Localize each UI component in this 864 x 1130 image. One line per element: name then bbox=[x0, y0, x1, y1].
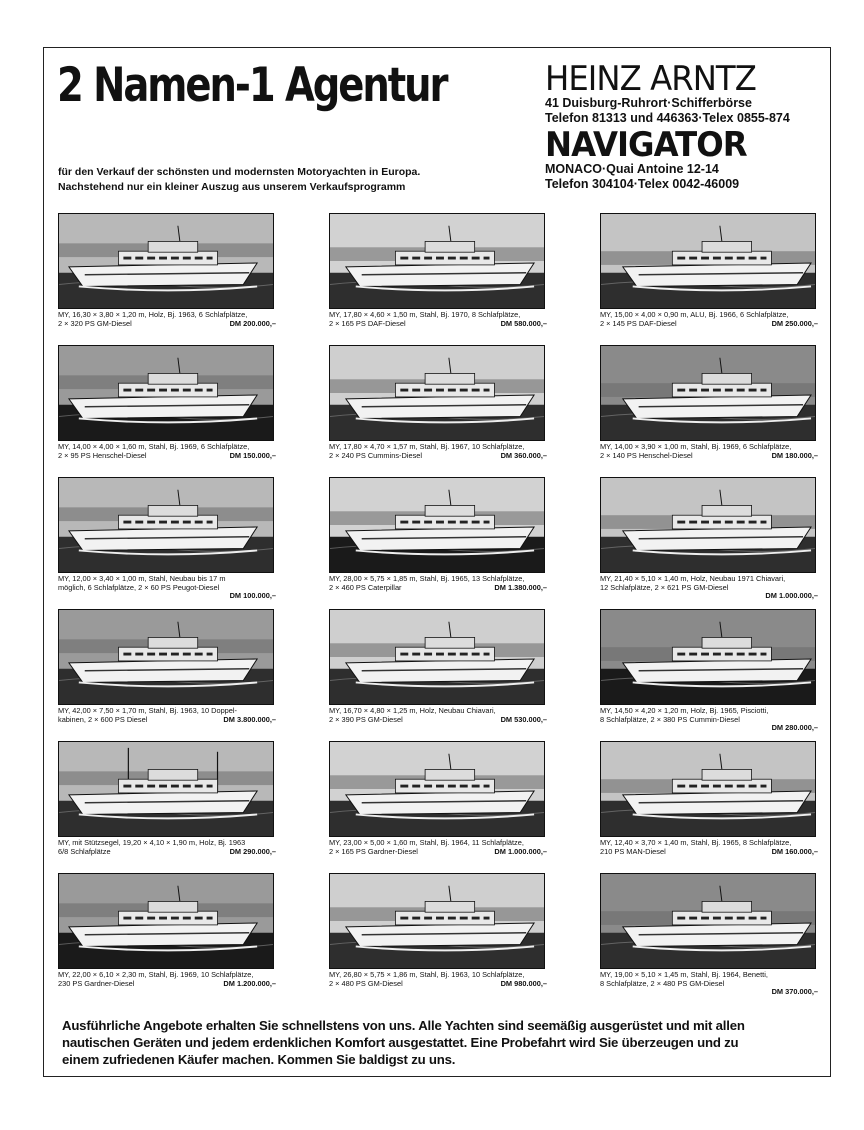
footer-line: nautischen Geräten und jedem erdenklichen Komfort ausgestattet. Eine Probefahrt wird Sie überzeugen und zu bbox=[62, 1035, 739, 1050]
caption-line: MY, 17,80 × 4,60 × 1,50 m, Stahl, Bj. 1970, 8 Schlafplätze, bbox=[329, 310, 521, 319]
yacht-photo bbox=[329, 609, 545, 705]
yacht-photo bbox=[58, 741, 274, 837]
price: DM 1.200.000,– bbox=[223, 978, 276, 988]
yacht-listing bbox=[600, 477, 818, 601]
caption-line: 12 Schlafplätze, 2 × 621 PS GM-Diesel bbox=[600, 582, 729, 592]
yacht-photo bbox=[600, 345, 816, 441]
headline: 2 Namen-1 Agentur bbox=[57, 58, 447, 113]
agency-navigator bbox=[545, 125, 757, 192]
yacht-listing bbox=[600, 873, 818, 997]
price: DM 1.000.000,– bbox=[494, 846, 547, 856]
yacht-listing bbox=[58, 873, 276, 988]
caption-line: MY, 26,80 × 5,75 × 1,86 m, Stahl, Bj. 1963, 10 Schlafplätze, bbox=[329, 970, 525, 979]
intro-line: für den Verkauf der schönsten und modernsten Motoryachten in Europa. bbox=[58, 166, 421, 178]
caption-row bbox=[329, 320, 547, 329]
footer-text bbox=[62, 1017, 822, 1068]
yacht-caption bbox=[329, 707, 547, 724]
caption-line: 230 PS Gardner-Diesel bbox=[58, 978, 135, 988]
yacht-listing bbox=[329, 477, 547, 592]
yacht-caption bbox=[58, 575, 276, 601]
yacht-photo bbox=[58, 213, 274, 309]
caption-line: MY, mit Stützsegel, 19,20 × 4,10 × 1,90 m, Holz, Bj. 1963 bbox=[58, 838, 246, 847]
price: DM 360.000,– bbox=[500, 450, 547, 460]
caption-line: 2 × 165 PS DAF-Diesel bbox=[329, 318, 406, 328]
intro-line: Nachstehend nur ein kleiner Auszug aus unserem Verkaufsprogramm bbox=[58, 181, 406, 193]
price: DM 1.380.000,– bbox=[494, 582, 547, 592]
caption-line: 210 PS MAN-Diesel bbox=[600, 846, 666, 856]
yacht-photo bbox=[329, 213, 545, 309]
agency-name: HEINZ ARNTZ bbox=[545, 59, 756, 99]
caption-row bbox=[58, 980, 276, 989]
caption-line: 8 Schlafplätze, 2 × 380 PS Cummin-Diesel bbox=[600, 714, 740, 724]
yacht-caption bbox=[600, 839, 818, 856]
caption-row bbox=[58, 452, 276, 461]
yacht-photo bbox=[58, 345, 274, 441]
price: DM 370.000,– bbox=[771, 987, 818, 997]
intro-text bbox=[58, 165, 420, 195]
caption-line: 2 × 145 PS DAF-Diesel bbox=[600, 318, 677, 328]
price: DM 530.000,– bbox=[500, 714, 547, 724]
yacht-listing bbox=[329, 213, 547, 328]
caption-row bbox=[329, 980, 547, 989]
yacht-photo bbox=[329, 873, 545, 969]
caption-line: MY, 22,00 × 6,10 × 2,30 m, Stahl, Bj. 1969, 10 Schlafplätze, bbox=[58, 970, 254, 979]
yacht-caption bbox=[329, 443, 547, 460]
caption-row bbox=[329, 452, 547, 461]
caption-line: MY, 12,00 × 3,40 × 1,00 m, Stahl, Neubau bis 17 m bbox=[58, 574, 226, 583]
caption-row bbox=[329, 848, 547, 857]
caption-line: MY, 19,00 × 5,10 × 1,45 m, Stahl, Bj. 1964, Benetti, bbox=[600, 970, 768, 979]
caption-line: 2 × 390 PS GM-Diesel bbox=[329, 714, 403, 724]
caption-line: 8 Schlafplätze, 2 × 480 PS GM-Diesel bbox=[600, 978, 725, 988]
caption-row bbox=[329, 716, 547, 725]
caption-line: MY, 14,00 × 4,00 × 1,60 m, Stahl, Bj. 1969, 6 Schlafplätze, bbox=[58, 442, 250, 451]
yacht-photo bbox=[58, 477, 274, 573]
caption-line: 2 × 320 PS GM-Diesel bbox=[58, 318, 132, 328]
caption-line: 2 × 460 PS Caterpillar bbox=[329, 582, 402, 592]
yacht-caption bbox=[329, 839, 547, 856]
yacht-listing bbox=[600, 345, 818, 460]
caption-line: 2 × 165 PS Gardner-Diesel bbox=[329, 846, 418, 856]
yacht-photo bbox=[329, 345, 545, 441]
price: DM 250.000,– bbox=[771, 318, 818, 328]
yacht-photo bbox=[600, 609, 816, 705]
yacht-caption bbox=[600, 443, 818, 460]
yacht-listing bbox=[58, 477, 276, 601]
caption-line: MY, 15,00 × 4,00 × 0,90 m, ALU, Bj. 1966, 6 Schlafplätze, bbox=[600, 310, 789, 319]
caption-line: MY, 17,80 × 4,70 × 1,57 m, Stahl, Bj. 1967, 10 Schlafplätze, bbox=[329, 442, 525, 451]
yacht-caption bbox=[58, 707, 276, 724]
yacht-listing bbox=[329, 741, 547, 856]
caption-line: 6/8 Schlafplätze bbox=[58, 846, 111, 856]
yacht-caption bbox=[329, 311, 547, 328]
yacht-photo bbox=[58, 609, 274, 705]
caption-line: MY, 14,50 × 4,20 × 1,20 m, Holz, Bj. 1965, Pisciotti, bbox=[600, 706, 769, 715]
yacht-photo bbox=[329, 741, 545, 837]
yacht-caption bbox=[58, 443, 276, 460]
yacht-listing bbox=[58, 741, 276, 856]
caption-line: MY, 23,00 × 5,00 × 1,60 m, Stahl, Bj. 1964, 11 Schlafplätze, bbox=[329, 838, 524, 847]
yacht-listing bbox=[600, 609, 818, 733]
yacht-listing bbox=[58, 609, 276, 724]
price: DM 980.000,– bbox=[500, 978, 547, 988]
yacht-photo bbox=[600, 873, 816, 969]
yacht-caption bbox=[600, 575, 818, 601]
caption-row bbox=[600, 848, 818, 857]
yacht-listing bbox=[329, 873, 547, 988]
caption-line: MY, 28,00 × 5,75 × 1,85 m, Stahl, Bj. 1965, 13 Schlafplätze, bbox=[329, 574, 525, 583]
caption-line: MY, 16,30 × 3,80 × 1,20 m, Holz, Bj. 1963, 6 Schlafplätze, bbox=[58, 310, 248, 319]
yacht-caption bbox=[58, 311, 276, 328]
caption-line: möglich, 6 Schlafplätze, 2 × 60 PS Peugot-Diesel bbox=[58, 582, 220, 592]
yacht-caption bbox=[58, 971, 276, 988]
footer-line: einem zufriedenen Käufer machen. Kommen Sie baldigst zu uns. bbox=[62, 1052, 456, 1067]
agency-address: MONACO·Quai Antoine 12-14 bbox=[545, 162, 719, 176]
caption-row bbox=[600, 452, 818, 461]
caption-row bbox=[58, 848, 276, 857]
yacht-caption bbox=[329, 971, 547, 988]
price: DM 160.000,– bbox=[771, 846, 818, 856]
price: DM 150.000,– bbox=[229, 450, 276, 460]
caption-row bbox=[600, 320, 818, 329]
caption-row bbox=[58, 320, 276, 329]
yacht-photo bbox=[600, 477, 816, 573]
price: DM 200.000,– bbox=[229, 318, 276, 328]
caption-row bbox=[329, 584, 547, 593]
yacht-photo bbox=[600, 213, 816, 309]
caption-line: 2 × 140 PS Henschel-Diesel bbox=[600, 450, 693, 460]
price: DM 180.000,– bbox=[771, 450, 818, 460]
footer-line: Ausführliche Angebote erhalten Sie schnellstens von uns. Alle Yachten sind seemäßig ausgerüstet und mit allen bbox=[62, 1018, 745, 1033]
caption-line: 2 × 95 PS Henschel-Diesel bbox=[58, 450, 147, 460]
caption-line: 2 × 480 PS GM-Diesel bbox=[329, 978, 403, 988]
yacht-photo bbox=[329, 477, 545, 573]
yacht-caption bbox=[600, 707, 818, 733]
agency-phone: Telefon 304104·Telex 0042-46009 bbox=[545, 177, 740, 191]
yacht-listing bbox=[329, 609, 547, 724]
caption-line: 2 × 240 PS Cummins-Diesel bbox=[329, 450, 423, 460]
caption-row bbox=[58, 716, 276, 725]
yacht-caption bbox=[58, 839, 276, 856]
yacht-caption bbox=[600, 971, 818, 997]
price: DM 100.000,– bbox=[229, 591, 276, 601]
yacht-caption bbox=[600, 311, 818, 328]
yacht-photo bbox=[58, 873, 274, 969]
yacht-listing bbox=[58, 345, 276, 460]
yacht-caption bbox=[329, 575, 547, 592]
caption-line: MY, 12,40 × 3,70 × 1,40 m, Stahl, Bj. 1965, 8 Schlafplätze, bbox=[600, 838, 792, 847]
agency-phone: Telefon 81313 und 446363·Telex 0855-874 bbox=[545, 111, 790, 125]
caption-line: MY, 14,00 × 3,90 × 1,00 m, Stahl, Bj. 1969, 6 Schlafplätze, bbox=[600, 442, 792, 451]
price: DM 580.000,– bbox=[500, 318, 547, 328]
yacht-listing bbox=[600, 213, 818, 328]
agency-heinz-arntz bbox=[545, 59, 790, 126]
price: DM 290.000,– bbox=[229, 846, 276, 856]
yacht-listing bbox=[329, 345, 547, 460]
yacht-photo bbox=[600, 741, 816, 837]
price: DM 280.000,– bbox=[771, 723, 818, 733]
caption-line: MY, 16,70 × 4,80 × 1,25 m, Holz, Neubau Chiavari, bbox=[329, 706, 496, 715]
price: DM 3.800.000,– bbox=[223, 714, 276, 724]
agency-name: NAVIGATOR bbox=[545, 125, 747, 165]
agency-address: 41 Duisburg-Ruhrort·Schifferbörse bbox=[545, 96, 752, 110]
yacht-listing bbox=[600, 741, 818, 856]
caption-line: kabinen, 2 × 600 PS Diesel bbox=[58, 714, 148, 724]
caption-line: MY, 21,40 × 5,10 × 1,40 m, Holz, Neubau 1971 Chiavari, bbox=[600, 574, 786, 583]
caption-line: MY, 42,00 × 7,50 × 1,70 m, Stahl, Bj. 1963, 10 Doppel- bbox=[58, 706, 237, 715]
price: DM 1.000.000,– bbox=[765, 591, 818, 601]
yacht-listing bbox=[58, 213, 276, 328]
